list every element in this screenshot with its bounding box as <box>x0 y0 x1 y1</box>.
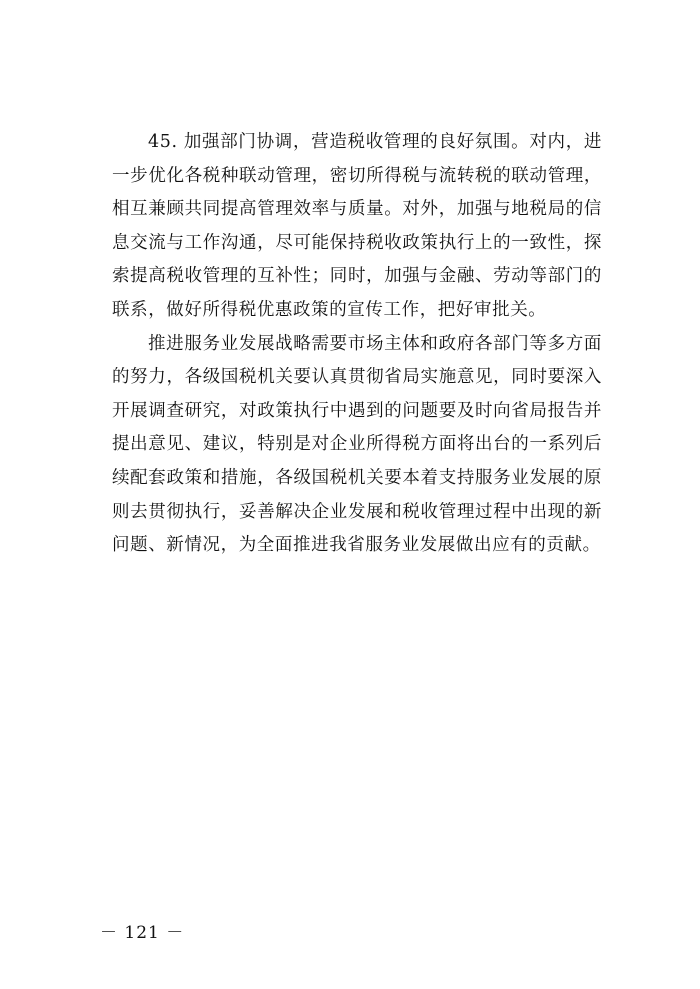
body-text <box>112 126 602 563</box>
paragraph-45-coordination: 45. 加强部门协调，营造税收管理的良好氛围。对内，进一步优化各税种联动管理，密切所得税与流转税的联动管理，相互兼顾共同提高管理效率与质量。对外，加强与地税局的信息交流与工作沟通，尽可能保持税收政策执行上的一致性，探索提高税收管理的互补性；同时，加强与金融、劳动等部门的联系，做好所得税优惠政策的宣传工作，把好审批关。 <box>112 132 602 320</box>
paragraph-conclusion: 推进服务业发展战略需要市场主体和政府各部门等多方面的努力，各级国税机关要认真贯彻省局实施意见，同时要深入开展调查研究，对政策执行中遇到的问题要及时向省局报告并提出意见、建议，特别是对企业所得税方面将出台的一系列后续配套政策和措施，各级国税机关要本着支持服务业发展的原则去贯彻执行，妥善解决企业发展和税收管理过程中出现的新问题、新情况，为全面推进我省服务业发展做出应有的贡献。 <box>112 333 602 556</box>
page-number: － 121 － <box>100 923 185 943</box>
